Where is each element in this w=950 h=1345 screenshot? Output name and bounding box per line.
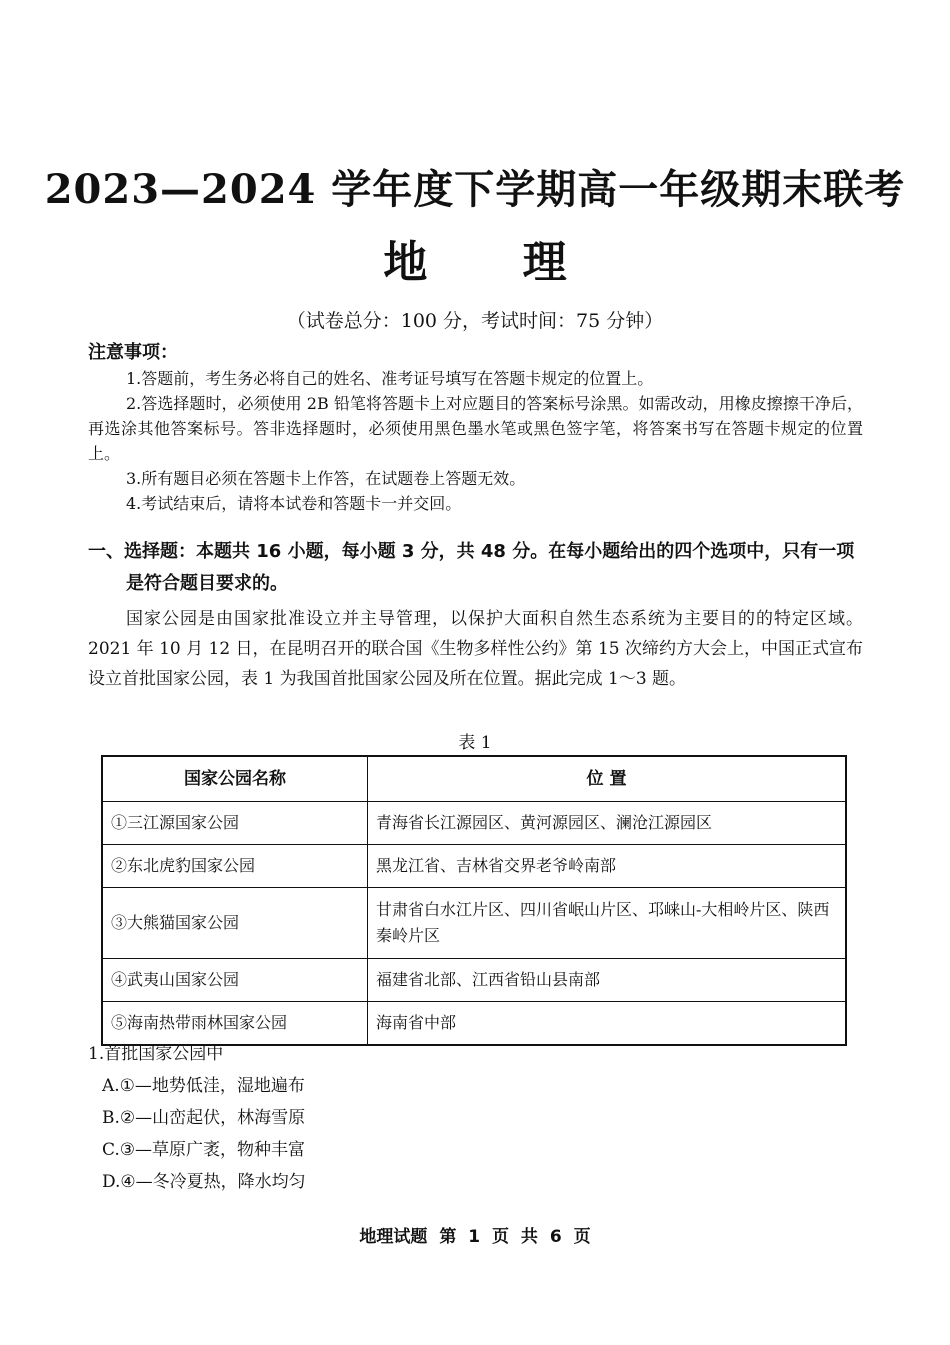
location-cell: 海南省中部 [368, 1002, 847, 1046]
table-row [102, 802, 846, 845]
location-cell: 甘肃省白水江片区、四川省岷山片区、邛崃山-大相岭片区、陕西秦岭片区 [368, 888, 847, 959]
table-row [102, 959, 846, 1002]
notice-item: 3.所有题目必须在答题卡上作答，在试题卷上答题无效。 [126, 469, 526, 488]
subject-title: 地 理 [383, 237, 607, 288]
notice-item: 2.答选择题时，必须使用 2B 铅笔将答题卡上对应题目的答案标号涂黑。如需改动，用橡皮擦擦干净后，再选涂其他答案标号。答非选择题时，必须使用黑色墨水笔或黑色签字笔，将答案书写在答题卡规定的位置上。 [88, 394, 863, 463]
notice-item: 4.考试结束后，请将本试卷和答题卡一并交回。 [126, 494, 462, 513]
section-one [88, 536, 863, 694]
option-b: B.②—山峦起伏，林海雪原 [102, 1108, 306, 1128]
notice-item: 1.答题前，考生务必将自己的姓名、准考证号填写在答题卡规定的位置上。 [126, 369, 654, 388]
park-name-cell: ③大熊猫国家公园 [102, 888, 368, 959]
table-row [102, 888, 846, 959]
option-a: A.①—地势低洼，湿地遍布 [102, 1076, 305, 1096]
park-name-cell: ①三江源国家公园 [102, 802, 368, 845]
question-stem: 1.首批国家公园中 [88, 1044, 224, 1064]
location-cell: 青海省长江源园区、黄河源园区、澜沧江源园区 [368, 802, 847, 845]
page-footer: 地理试题 第 1 页 共 6 页 [359, 1227, 591, 1247]
notice-title: 注意事项： [88, 342, 178, 363]
intro-paragraph: 国家公园是由国家批准设立并主导管理，以保护大面积自然生态系统为主要目的的特定区域。2021 年 10 月 12 日，在昆明召开的联合国《生物多样性公约》第 15 次缔约方大会上，中国正式宣布设立首批国家公园，表 1 为我国首批国家公园及所在位置。据此完成 1～3 题。 [88, 609, 863, 689]
section-heading: 一、选择题：本题共 16 小题，每小题 3 分，共 48 分。在每小题给出的四个选项中，只有一项是符合题目要求的。 [88, 541, 855, 594]
park-name-cell: ④武夷山国家公园 [102, 959, 368, 1002]
option-d: D.④—冬冷夏热，降水均匀 [102, 1172, 306, 1192]
park-name-cell: ⑤海南热带雨林国家公园 [102, 1002, 368, 1046]
question-1 [88, 1038, 863, 1198]
table-caption: 表 1 [458, 733, 492, 753]
header-location: 位 置 [368, 756, 847, 802]
table-header-row [102, 756, 846, 802]
exam-title: 2023—2024 学年度下学期高一年级期末联考 [44, 166, 906, 213]
location-cell: 福建省北部、江西省铅山县南部 [368, 959, 847, 1002]
notice-block [88, 340, 863, 516]
exam-info: （试卷总分：100 分，考试时间：75 分钟） [286, 310, 664, 332]
option-c: C.③—草原广袤，物种丰富 [102, 1140, 306, 1160]
park-name-cell: ②东北虎豹国家公园 [102, 845, 368, 888]
location-cell: 黑龙江省、吉林省交界老爷岭南部 [368, 845, 847, 888]
national-parks-table [101, 755, 847, 1046]
header-park-name: 国家公园名称 [102, 756, 368, 802]
table-row [102, 845, 846, 888]
